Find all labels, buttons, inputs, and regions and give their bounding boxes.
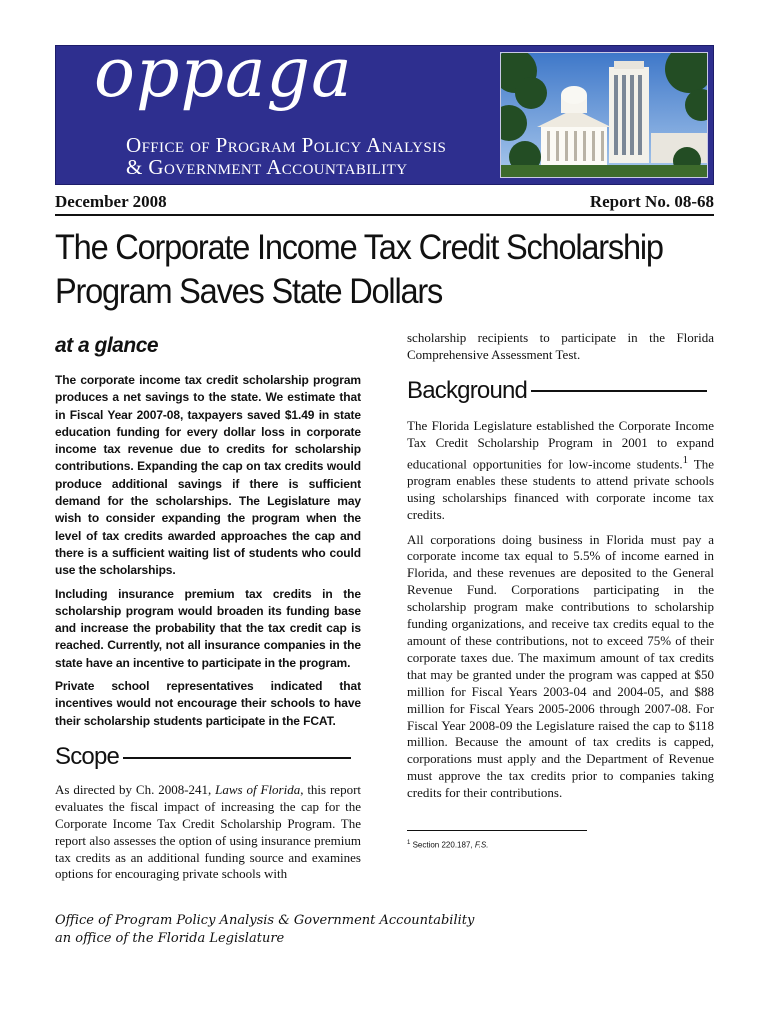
footnote-divider [407,830,587,831]
footnote [407,838,714,851]
scope-laws-citation: Laws of Florida [215,781,301,797]
office-name-line1: Office of Program Policy Analysis [126,133,447,157]
footnote-ref-1[interactable]: 1 [682,453,689,466]
scope-text-end: , this report evaluates the fiscal impact of increasing the cap for the Corporate Income Tax Credit Scholarship Program. The report also assesses the option of using insurance premium tax credits as an additional funding source and examines options for encouraging private schools with [55,781,362,882]
glance-paragraph-1: The corporate income tax credit scholarship program produces a net savings to the state. We estimate that in Fiscal Year 2007-08, taxpayers saved $1.49 in state education funding for every dollar loss in corporate income tax revenue due to credits for scholarship contributions. Expanding the cap on tax credits would produce additional savings if there is sufficient demand for the scholarships. The Legislature may wish to consider expanding the program when the level of tax credits awarded approaches the cap and there is a sufficient waiting list of students who could use the scholarships. [55,373,361,578]
glance-paragraph-2: Including insurance premium tax credits in the scholarship program would broaden its funding base and increase the probability that the tax credit cap is reached. Currently, not all insurance companies in the state have an incentive to participate in the program. [55,586,361,670]
background-heading-text: Background [407,376,528,404]
right-column [407,330,714,851]
report-title [55,226,697,314]
at-a-glance-heading: at a glance [55,334,159,357]
oppaga-logo: oppaga [94,34,353,113]
footer-line-1: Office of Program Policy Analysis & Government Accountability [55,913,475,928]
report-title-line1: The Corporate Income Tax Credit Scholarship [55,228,663,267]
scope-heading [55,742,361,772]
report-info-bar [55,192,714,216]
background-p1-end: The program enables these students to attend private schools using scholarships financed with corporate income tax credits. [407,455,714,522]
scope-paragraph [55,782,361,883]
office-name [126,134,446,178]
scope-heading-text: Scope [55,742,120,770]
footer-line-2: an office of the Florida Legislature [55,931,285,946]
left-column [55,330,361,891]
report-number: Report No. 08-68 [589,192,714,211]
background-heading [407,376,714,406]
footnote-text: Section 220.187, [410,840,475,850]
report-date: December 2008 [55,192,167,211]
capitol-building-photo [500,52,708,178]
office-name-line2: & Government Accountability [126,155,408,179]
background-paragraph-1 [407,418,714,524]
footnote-number: 1 [407,840,411,847]
background-p1-start: The Florida Legislature established the Corporate Income Tax Credit Scholarship Program in 2001 to expand educational opportunities for low-income students. [407,417,714,471]
report-title-line2: Program Saves State Dollars [55,272,443,311]
scope-continuation: scholarship recipients to participate in the Florida Comprehensive Assessment Test. [407,330,714,362]
page-footer [55,912,474,948]
background-heading-rule [531,390,707,392]
scope-text-start: As directed by Ch. 2008-241, [55,781,216,797]
footnote-citation: F.S. [474,840,489,850]
header-banner [55,34,714,185]
background-paragraph-2: All corporations doing business in Florida must pay a corporate income tax equal to 5.5% of income earned in Florida, and these revenues are deposited to the General Revenue Fund. Corporations participating in the scholarship program make contributions to scholarship funding organizations, and receive tax credits equal to the amount of these contributions, not to exceed 75% of their corporate taxes due. The maximum amount of tax credits that may be granted under the program was capped at $50 million for Fiscal Years 2003-04 and 2004-05, and $88 million for Fiscal Years 2005-2006 through 2007-08. For Fiscal Year 2008-09 the Legislature raised the cap to $118 million. Because the amount of tax credits is capped, corporations must apply and the Department of Revenue must approve the tax credits prior to companies taking credits for their contributions. [407,531,714,801]
glance-paragraph-3: Private school representatives indicated that incentives would not encourage their schools to have their scholarship students participate in the FCAT. [55,679,361,728]
scope-heading-rule [123,757,351,759]
capitol-illustration [501,53,707,177]
at-a-glance-section [55,372,361,730]
